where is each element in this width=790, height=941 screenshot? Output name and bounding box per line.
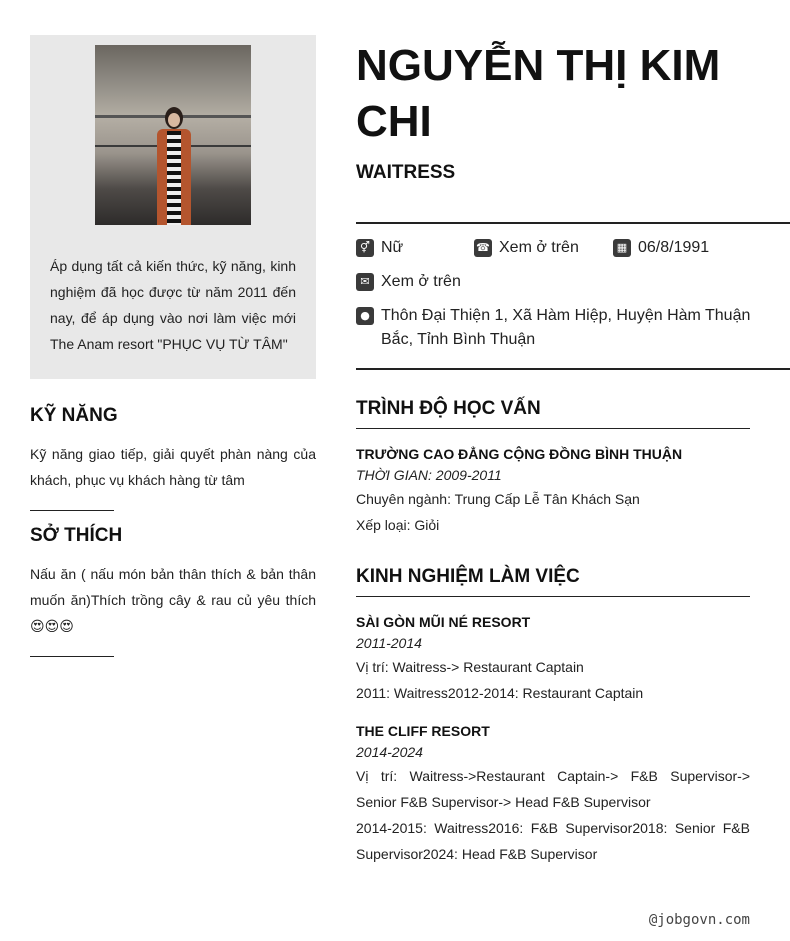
email-icon: ✉ bbox=[356, 273, 374, 291]
birthday-item bbox=[613, 236, 709, 260]
company-name: THE CLIFF RESORT bbox=[356, 723, 490, 739]
skills-heading: KỸ NĂNG bbox=[30, 405, 118, 426]
education-heading: TRÌNH ĐỘ HỌC VẤN bbox=[356, 398, 750, 429]
job-position: Vị trí: Waitress-> Restaurant Captain bbox=[356, 659, 584, 675]
left-column bbox=[30, 35, 316, 657]
calendar-icon: ▦ bbox=[613, 239, 631, 257]
photo-person bbox=[157, 107, 191, 225]
job-detail: 2014-2015: Waitress2016: F&B Supervisor2018: Senior F&B Supervisor2024: Head F&B Supervisor bbox=[356, 820, 750, 862]
candidate-name: NGUYỄN THỊ KIM CHI bbox=[356, 41, 721, 146]
job-time: 2011-2014 bbox=[356, 635, 422, 651]
profile-photo bbox=[95, 45, 251, 225]
education-section bbox=[356, 398, 750, 538]
address-item bbox=[356, 304, 756, 352]
hobbies-heading: SỞ THÍCH bbox=[30, 525, 123, 546]
phone-item bbox=[474, 236, 613, 260]
experience-section bbox=[356, 566, 750, 867]
career-objective: Áp dụng tất cả kiến thức, kỹ năng, kinh nghiệm đã học được từ năm 2011 đến nay, để áp dụng vào nơi làm việc mới The Anam resort "PHỤC VỤ TỪ TÂM" bbox=[50, 258, 296, 352]
email-value: Xem ở trên bbox=[381, 273, 461, 290]
gender-icon: ⚥ bbox=[356, 239, 374, 257]
job-time: 2014-2024 bbox=[356, 744, 423, 760]
phone-value: Xem ở trên bbox=[499, 239, 579, 256]
divider bbox=[30, 656, 114, 657]
profile-box bbox=[30, 35, 316, 379]
gender-item bbox=[356, 236, 474, 260]
watermark: @jobgovn.com bbox=[648, 912, 750, 928]
hobbies-text: Nấu ăn ( nấu món bản thân thích & bản thân muốn ăn)Thích trồng cây & rau củ yêu thích 😍😍😍 bbox=[30, 566, 316, 634]
birthday-value: 06/8/1991 bbox=[638, 239, 710, 256]
divider bbox=[30, 510, 114, 511]
skills-text: Kỹ năng giao tiếp, giải quyết phàn nàng của khách, phục vụ khách hàng từ tâm bbox=[30, 446, 316, 488]
education-time: THỜI GIAN: 2009-2011 bbox=[356, 467, 502, 483]
right-column bbox=[356, 38, 790, 867]
education-entry bbox=[356, 445, 750, 538]
education-major: Chuyên ngành: Trung Cấp Lễ Tân Khách Sạn bbox=[356, 491, 640, 507]
experience-entry bbox=[356, 613, 750, 706]
phone-icon: ☎ bbox=[474, 239, 492, 257]
experience-heading: KINH NGHIỆM LÀM VIỆC bbox=[356, 566, 750, 597]
job-title: WAITRESS bbox=[356, 162, 456, 183]
school-name: TRƯỜNG CAO ĐẲNG CỘNG ĐỒNG BÌNH THUẬN bbox=[356, 446, 683, 462]
gender-value: Nữ bbox=[381, 239, 404, 256]
education-grade: Xếp loại: Giỏi bbox=[356, 517, 440, 533]
address-value: Thôn Đại Thiện 1, Xã Hàm Hiệp, Huyện Hàm Thuận Bắc, Tỉnh Bình Thuận bbox=[381, 307, 751, 348]
email-item bbox=[356, 270, 461, 294]
contact-info bbox=[356, 222, 790, 370]
experience-entry bbox=[356, 722, 750, 867]
location-icon: ● bbox=[356, 307, 374, 325]
job-position: Vị trí: Waitress->Restaurant Captain-> F&B Supervisor-> Senior F&B Supervisor-> Head F&B Supervisor bbox=[356, 768, 750, 810]
job-detail: 2011: Waitress2012-2014: Restaurant Captain bbox=[356, 685, 644, 701]
company-name: SÀI GÒN MŨI NÉ RESORT bbox=[356, 614, 531, 630]
